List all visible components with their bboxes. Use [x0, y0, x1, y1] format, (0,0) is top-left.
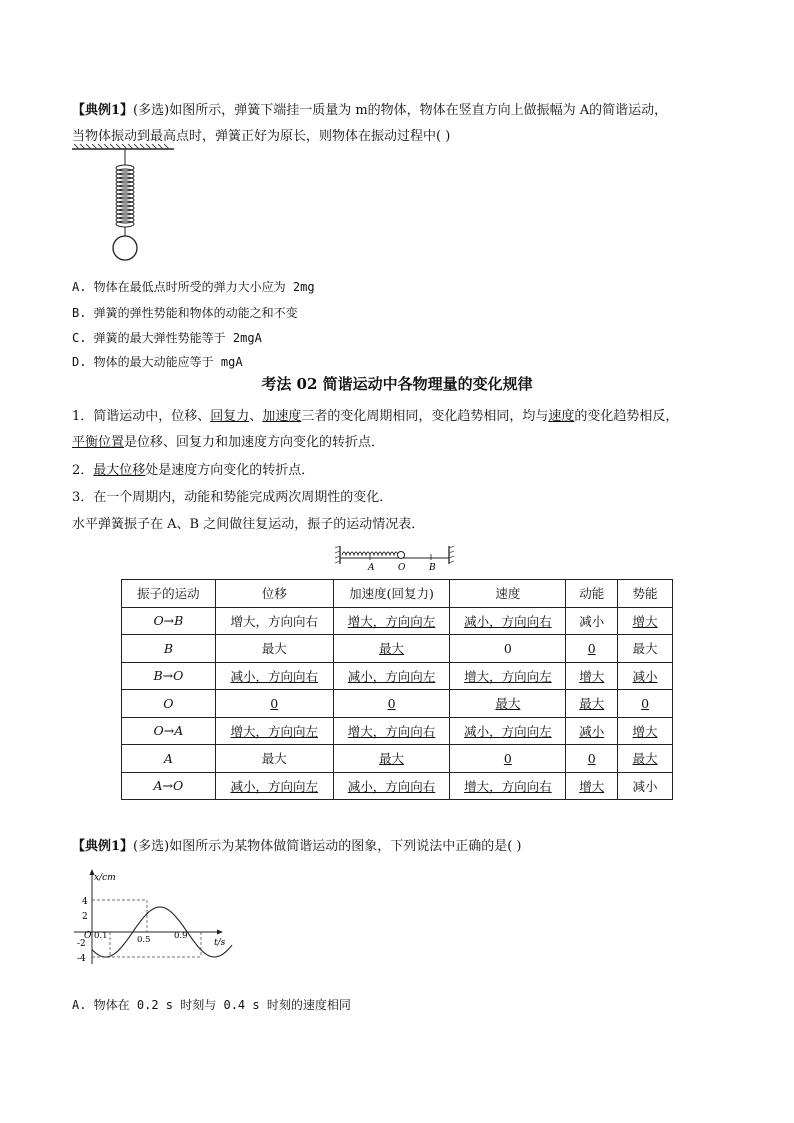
example2-tag: 【典例1】: [72, 839, 134, 854]
oscillator-ball: [398, 552, 405, 559]
table-row: B→O 减小，方向向右 减小，方向向左 增大，方向向左 增大 减小: [122, 662, 673, 690]
section-para1b: 平衡位置是位移、回复力和加速度方向变化的转折点．: [72, 435, 385, 450]
section-para1: 1．简谐运动中，位移、回复力、加速度三者的变化周期相同，变化趋势相同，均与速度的变化趋势相反，: [72, 409, 679, 424]
example2-text: (多选)如图所示为某物体做简谐运动的图象，下列说法中正确的是( ): [133, 839, 522, 854]
section-para3: 3．在一个周期内，动能和势能完成两次周期性的变化．: [72, 490, 393, 505]
label-b: B: [429, 563, 436, 572]
example1-text1: (多选)如图所示，弹簧下端挂一质量为 m的物体，物体在竖直方向上做振幅为 A的简谐运动，: [133, 103, 668, 118]
term-max-displacement: 最大位移: [93, 463, 146, 478]
table-header: 势能: [618, 580, 673, 608]
example1-option-b: B. 弹簧的弹性势能和物体的动能之和不变: [72, 306, 298, 320]
table-header: 加速度(回复力): [333, 580, 450, 608]
table-header: 速度: [450, 580, 566, 608]
origin-label: O: [84, 931, 92, 941]
motion-table: [121, 579, 673, 800]
example1-tag: 【典例1】: [72, 103, 134, 118]
table-row: A→O 减小，方向向左 减小，方向向右 增大，方向向右 增大 减小: [122, 772, 673, 800]
label-o: O: [398, 563, 406, 572]
xtick-0.9: 0.9: [174, 931, 188, 941]
example2-line: [72, 838, 521, 856]
table-row: O→A 增大，方向向左 增大，方向向右 减小，方向向左 减小 增大: [122, 717, 673, 745]
ytick-4: 4: [82, 897, 88, 907]
label-a: A: [368, 563, 375, 572]
table-header: 振子的运动: [122, 580, 216, 608]
ytick-neg2: -2: [77, 939, 86, 949]
term-restoring-force: 回复力: [210, 409, 250, 424]
table-row: B 最大 最大 0 0 最大: [122, 635, 673, 663]
example2-option-a: A. 物体在 0.2 s 时刻与 0.4 s 时刻的速度相同: [72, 998, 351, 1012]
term-acceleration: 加速度: [262, 409, 302, 424]
example1-option-d: D. 物体的最大动能应等于 mgA: [72, 355, 243, 369]
term-velocity: 速度: [548, 409, 575, 424]
mass-ball: [113, 236, 137, 260]
example1-line1: [72, 102, 667, 120]
table-row: A 最大 最大 0 0 最大: [122, 745, 673, 773]
xt-graph: [70, 868, 240, 968]
table-header: 动能: [566, 580, 618, 608]
section-para4: 水平弹簧振子在 A、B 之间做往复运动，振子的运动情况表．: [72, 517, 425, 532]
term-equilibrium: 平衡位置: [72, 435, 125, 450]
x-axis-label: t/s: [214, 938, 226, 948]
table-header-row: [122, 580, 673, 608]
xtick-0.5: 0.5: [137, 935, 151, 945]
example1-line2: 当物体振动到最高点时，弹簧正好为原长，则物体在振动过程中( ): [72, 129, 451, 144]
table-row: O 0 0 最大 最大 0: [122, 690, 673, 718]
example1-option-a: A. 物体在最低点时所受的弹力大小应为 2mg: [72, 280, 315, 294]
oscillator-figure: [334, 544, 460, 572]
xtick-0.1: 0.1: [94, 931, 108, 941]
ytick-neg4: -4: [77, 954, 86, 964]
y-axis-label: x/cm: [94, 873, 116, 883]
ytick-2: 2: [82, 912, 88, 922]
spring-figure: [70, 143, 180, 265]
example1-option-c: C. 弹簧的最大弹性势能等于 2mgA: [72, 331, 262, 345]
table-header: 位移: [215, 580, 333, 608]
section-title: 考法 02 简谐运动中各物理量的变化规律: [261, 375, 533, 393]
table-row: O→B 增大，方向向右 增大，方向向左 减小，方向向右 减小 增大: [122, 607, 673, 635]
spring-coil: [116, 165, 134, 227]
section-para2: 2．最大位移处是速度方向变化的转折点．: [72, 463, 315, 478]
